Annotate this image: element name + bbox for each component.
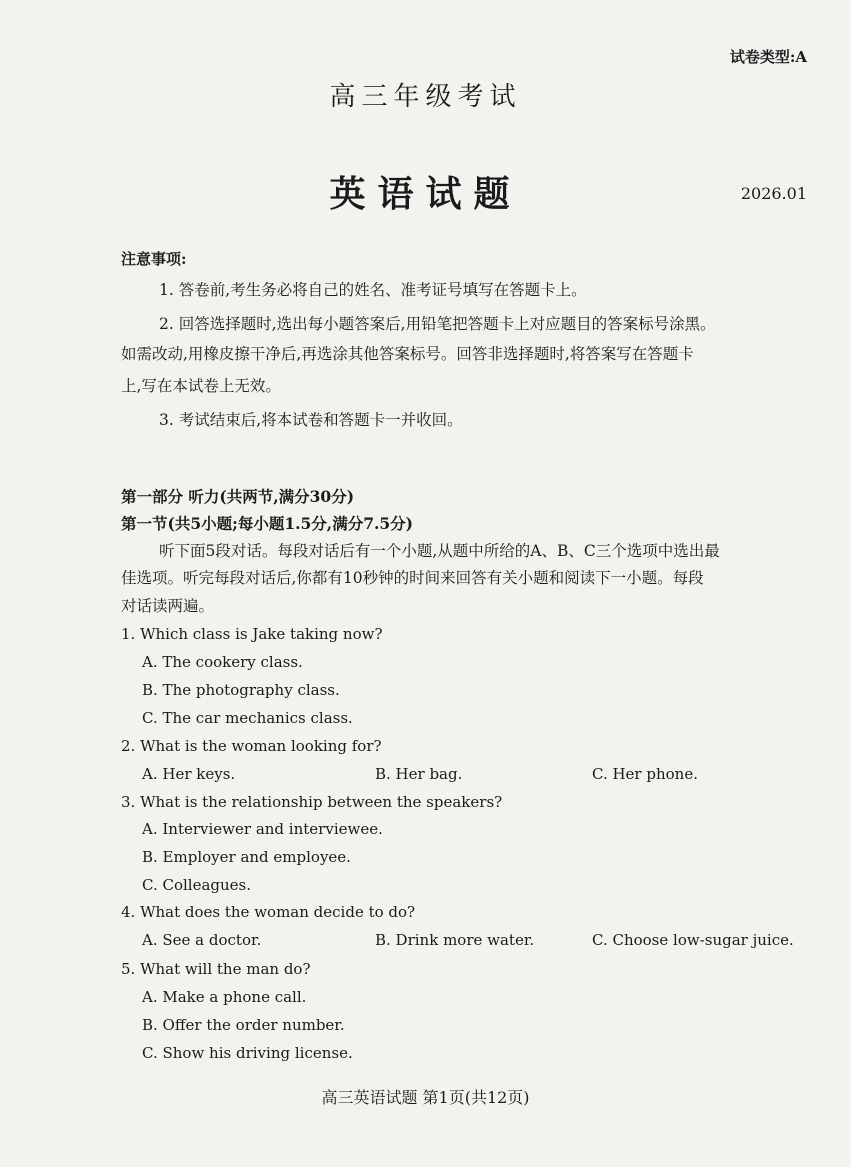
- notice-item-2-line3: 上,写在本试卷上无效。: [121, 377, 281, 395]
- q5-option-b: B. Offer the order number.: [142, 1016, 345, 1034]
- q1-option-c: C. The car mechanics class.: [142, 709, 353, 727]
- q3-option-b: B. Employer and employee.: [142, 848, 351, 866]
- notice-item-2-line1: 2. 回答选择题时,选出每小题答案后,用铅笔把答题卡上对应题目的答案标号涂黑。: [159, 315, 716, 333]
- q3-option-c: C. Colleagues.: [142, 876, 252, 894]
- q1-option-b: B. The photography class.: [142, 681, 340, 699]
- subject-title: 英语试题: [329, 173, 522, 215]
- q4-option-a: A. See a doctor.: [142, 931, 262, 949]
- question-2: 2. What is the woman looking for?: [121, 737, 382, 755]
- question-3: 3. What is the relationship between the speakers?: [121, 793, 503, 811]
- part1-heading: 第一部分 听力(共两节,满分30分): [121, 487, 355, 506]
- q2-option-b: B. Her bag.: [375, 765, 463, 783]
- section1-heading: 第一节(共5小题;每小题1.5分,满分7.5分): [121, 514, 414, 533]
- q5-option-c: C. Show his driving license.: [142, 1044, 353, 1062]
- notice-item-2-line2: 如需改动,用橡皮擦干净后,再选涂其他答案标号。回答非选择题时,将答案写在答题卡: [121, 345, 694, 363]
- instruction-line2: 佳选项。听完每段对话后,你都有10秒钟的时间来回答有关小题和阅读下一小题。每段: [121, 569, 704, 587]
- notice-item-1: 1. 答卷前,考生务必将自己的姓名、准考证号填写在答题卡上。: [159, 281, 587, 299]
- q5-option-a: A. Make a phone call.: [142, 988, 307, 1006]
- question-4: 4. What does the woman decide to do?: [121, 903, 416, 921]
- q4-option-c: C. Choose low-sugar juice.: [592, 931, 794, 949]
- question-5: 5. What will the man do?: [121, 960, 311, 978]
- page-footer: 高三英语试题 第1页(共12页): [321, 1088, 530, 1107]
- instruction-line1: 听下面5段对话。每段对话后有一个小题,从题中所给的A、B、C三个选项中选出最: [159, 542, 720, 560]
- q3-option-a: A. Interviewer and interviewee.: [142, 820, 383, 838]
- exam-type-label: 试卷类型:A: [729, 48, 807, 66]
- q2-option-c: C. Her phone.: [592, 765, 698, 783]
- question-1: 1. Which class is Jake taking now?: [121, 625, 383, 643]
- q4-option-b: B. Drink more water.: [375, 931, 535, 949]
- exam-date: 2026.01: [740, 184, 807, 203]
- notice-heading: 注意事项:: [121, 250, 187, 268]
- instruction-line3: 对话读两遍。: [121, 597, 215, 615]
- q1-option-a: A. The cookery class.: [142, 653, 303, 671]
- notice-item-3: 3. 考试结束后,将本试卷和答题卡一并收回。: [159, 411, 463, 429]
- grade-title: 高三年级考试: [329, 82, 522, 112]
- q2-option-a: A. Her keys.: [142, 765, 236, 783]
